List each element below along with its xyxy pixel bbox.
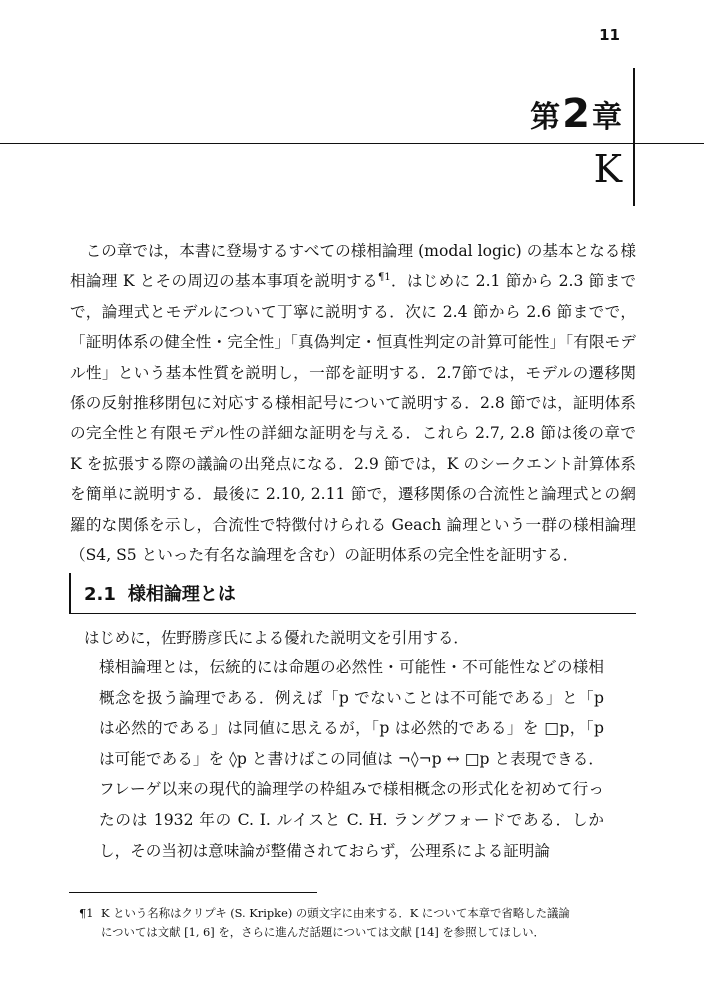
intro-paragraph bbox=[70, 236, 636, 570]
intro-text-rest: ．はじめに 2.1 節から 2.3 節までで，論理式とモデルについて丁寧に説明する．次に 2.4 節から 2.6 節までで，「証明体系の健全性・完全性」「真偽判定・恒真性判定の計算可能性」「有限モデル性」という基本性質を説明し，一部を証明する．2.7節では，モデルの遷移関係の反射推移閉包に対応する様相記号について説明する．2.8 節では，証明体系の完全性と有限モデル性の詳細な証明を与える．これら 2.7, 2.8 節は後の章で K を拡張する際の議論の出発点になる．2.9 節では，K のシークエント計算体系を簡単に説明する．最後に 2.10, 2.11 節で，遷移関係の合流性と論理式との網羅的な関係を示し，合流性で特徴付けられる Geach 論理という一群の様相論理（S4, S5 といった有名な論理を含む）の証明体系の完全性を証明する． bbox=[70, 272, 636, 565]
footnote-rule bbox=[69, 892, 317, 893]
intro-text: この章では，本書に登場するすべての様相論理 (modal logic) の基本となる様相論理 K とその周辺の基本事項を説明する bbox=[70, 242, 636, 291]
chapter-prefix: 第 bbox=[530, 100, 561, 135]
page-number: 11 bbox=[599, 26, 620, 44]
footnote bbox=[79, 904, 645, 942]
chapter-label bbox=[530, 91, 622, 137]
footnote-line-2: については文献 [1, 6] を，さらに進んだ話題については文献 [14] を参照してほしい． bbox=[101, 925, 545, 939]
chapter-number: 2 bbox=[562, 91, 590, 137]
footnote-label: ¶1 bbox=[79, 906, 94, 920]
section-number: 2.1 bbox=[84, 584, 116, 605]
block-quote: 様相論理とは，伝統的には命題の必然性・可能性・不可能性などの様相概念を扱う論理である．例えば「p でないことは不可能である」と「p は必然的である」は同値に思えるが，「p は必然的である」を □p，「p は可能である」を ◊p と書けばこの同値は ¬◊¬p ↔ □p と表現できる．フレーゲ以来の現代的論理学の枠組みで様相概念の形式化を初めて行ったのは 1932 年の C. I. ルイスと C. H. ラングフォードである．しかし，その当初は意味論が整備されておらず，公理系による証明論 bbox=[99, 658, 604, 860]
chapter-suffix: 章 bbox=[592, 100, 622, 135]
footnote-reference[interactable]: ¶1 bbox=[377, 272, 391, 284]
chapter-title: K bbox=[593, 147, 622, 191]
footnote-text-1: K という名称はクリプキ (S. Kripke) の頭文字に由来する．K について本章で省略した議論 bbox=[101, 906, 570, 920]
section-lead-text: はじめに，佐野勝彦氏による優れた説明文を引用する． bbox=[84, 629, 469, 647]
section-heading-rule bbox=[69, 613, 636, 614]
chapter-vertical-rule bbox=[633, 68, 635, 206]
section-title: 様相論理とは bbox=[127, 584, 236, 605]
chapter-horizontal-rule bbox=[0, 143, 704, 144]
section-heading-bar bbox=[69, 573, 71, 613]
section-heading bbox=[84, 582, 236, 608]
footnote-line-1 bbox=[79, 904, 645, 923]
